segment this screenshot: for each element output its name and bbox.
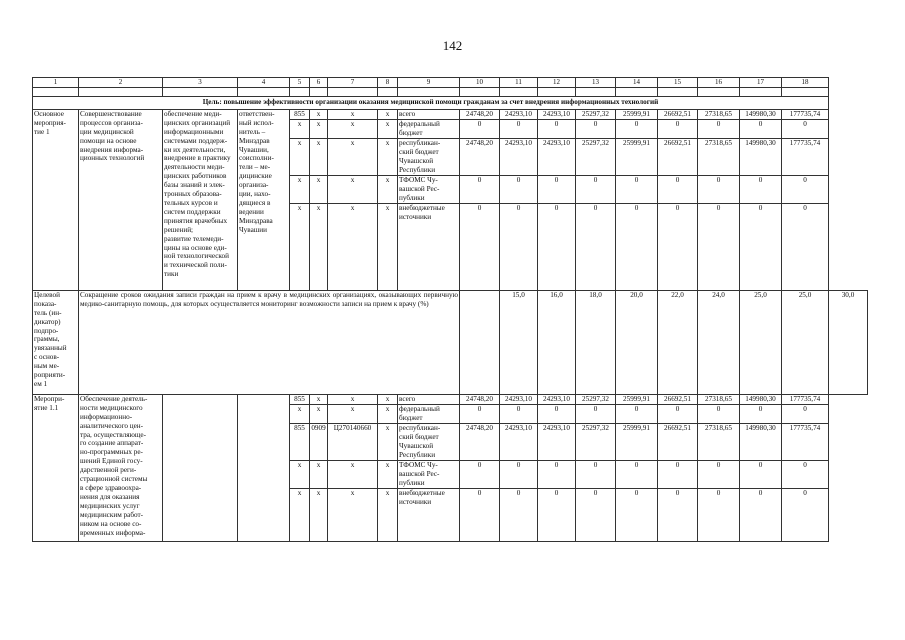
expense-type-code: x bbox=[378, 203, 398, 290]
funding-amount: 0 bbox=[782, 404, 829, 423]
target-indicator-text: Сокращение сроков ожидания записи граждан на прием к врачу в медицинских организациях, оказывающих первичную медико-санитарную помощь, для которых осуществляется мониторинг возможности записи на прием к врачу (%) bbox=[79, 290, 460, 394]
funding-amount: 24293,10 bbox=[538, 109, 576, 119]
funding-amount: 0 bbox=[658, 488, 698, 541]
expense-type-code: x bbox=[378, 138, 398, 175]
target-article-code: x bbox=[328, 203, 378, 290]
table-row bbox=[33, 290, 868, 394]
table-cell bbox=[460, 290, 500, 394]
indicator-value: 25,0 bbox=[782, 290, 829, 394]
funding-amount: 0 bbox=[782, 175, 829, 203]
table-cell bbox=[500, 87, 538, 96]
program-table bbox=[32, 77, 868, 542]
indicator-value: 20,0 bbox=[616, 290, 658, 394]
table-cell bbox=[576, 87, 616, 96]
table-cell bbox=[238, 87, 290, 96]
funding-amount: 149980,30 bbox=[740, 138, 782, 175]
funding-amount: 0 bbox=[698, 119, 740, 138]
table-cell bbox=[398, 87, 460, 96]
funding-amount: 25297,32 bbox=[576, 109, 616, 119]
funding-amount: 27318,65 bbox=[698, 394, 740, 404]
column-number: 17 bbox=[740, 78, 782, 88]
funding-amount: 0 bbox=[460, 175, 500, 203]
funding-amount: 0 bbox=[740, 175, 782, 203]
target-indicator-label: Целевой показа- тель (ин- дикатор) подпро- граммы, увязанный с основ- ным ме- роприяти- ем 1 bbox=[33, 290, 79, 394]
table-row bbox=[33, 394, 868, 404]
grbs-code: x bbox=[290, 119, 310, 138]
funding-amount: 0 bbox=[460, 203, 500, 290]
column-number: 7 bbox=[328, 78, 378, 88]
activity-code: Основное мероприя- тие 1 bbox=[33, 109, 79, 290]
page-number: 142 bbox=[442, 38, 463, 53]
funding-amount: 24748,20 bbox=[460, 423, 500, 460]
funding-amount: 0 bbox=[616, 175, 658, 203]
funding-amount: 24293,10 bbox=[500, 394, 538, 404]
funding-source: внебюджетные источники bbox=[398, 488, 460, 541]
funding-amount: 177735,74 bbox=[782, 109, 829, 119]
funding-amount: 0 bbox=[576, 488, 616, 541]
funding-amount: 0 bbox=[658, 175, 698, 203]
funding-amount: 0 bbox=[616, 119, 658, 138]
funding-amount: 25999,91 bbox=[616, 109, 658, 119]
table-cell bbox=[616, 87, 658, 96]
section-code: x bbox=[310, 119, 328, 138]
funding-amount: 24293,10 bbox=[500, 423, 538, 460]
column-number: 8 bbox=[378, 78, 398, 88]
funding-amount: 149980,30 bbox=[740, 109, 782, 119]
funding-amount: 0 bbox=[658, 119, 698, 138]
funding-amount: 0 bbox=[698, 488, 740, 541]
funding-amount: 0 bbox=[500, 404, 538, 423]
grbs-code: x bbox=[290, 203, 310, 290]
funding-amount: 0 bbox=[460, 460, 500, 488]
funding-amount: 25999,91 bbox=[616, 423, 658, 460]
funding-amount: 0 bbox=[538, 488, 576, 541]
target-article-code: x bbox=[328, 460, 378, 488]
indicator-value: 15,0 bbox=[500, 290, 538, 394]
funding-amount: 149980,30 bbox=[740, 423, 782, 460]
section-code: x bbox=[310, 488, 328, 541]
table-row bbox=[33, 96, 868, 109]
section-code: x bbox=[310, 175, 328, 203]
grbs-code: x bbox=[290, 404, 310, 423]
funding-amount: 0 bbox=[576, 203, 616, 290]
funding-amount: 24748,20 bbox=[460, 138, 500, 175]
funding-amount: 0 bbox=[740, 488, 782, 541]
funding-amount: 0 bbox=[740, 460, 782, 488]
expense-type-code: x bbox=[378, 488, 398, 541]
funding-amount: 0 bbox=[500, 460, 538, 488]
funding-amount: 0 bbox=[538, 175, 576, 203]
target-article-code: x bbox=[328, 119, 378, 138]
grbs-code: 855 bbox=[290, 109, 310, 119]
funding-amount: 0 bbox=[658, 460, 698, 488]
funding-amount: 24293,10 bbox=[538, 423, 576, 460]
funding-amount: 0 bbox=[460, 404, 500, 423]
target-article-code: x bbox=[328, 138, 378, 175]
indicator-value: 16,0 bbox=[538, 290, 576, 394]
table-cell bbox=[163, 87, 238, 96]
expense-type-code: x bbox=[378, 404, 398, 423]
column-number: 18 bbox=[782, 78, 829, 88]
funding-amount: 24748,20 bbox=[460, 109, 500, 119]
grbs-code: 855 bbox=[290, 423, 310, 460]
expense-type-code: x bbox=[378, 423, 398, 460]
section-code: 0909 bbox=[310, 423, 328, 460]
section-code: x bbox=[310, 109, 328, 119]
funding-amount: 24293,10 bbox=[500, 109, 538, 119]
funding-amount: 25297,32 bbox=[576, 423, 616, 460]
funding-amount: 149980,30 bbox=[740, 394, 782, 404]
grbs-code: x bbox=[290, 138, 310, 175]
column-number: 13 bbox=[576, 78, 616, 88]
table-cell bbox=[378, 87, 398, 96]
column-number: 12 bbox=[538, 78, 576, 88]
target-article-code: Ц270140660 bbox=[328, 423, 378, 460]
funding-amount: 26692,51 bbox=[658, 423, 698, 460]
funding-source: ТФОМС Чу- вашской Рес- публики bbox=[398, 460, 460, 488]
table-cell bbox=[79, 87, 163, 96]
funding-amount: 0 bbox=[576, 119, 616, 138]
funding-amount: 0 bbox=[658, 203, 698, 290]
column-number: 11 bbox=[500, 78, 538, 88]
table-cell bbox=[782, 87, 829, 96]
funding-amount: 0 bbox=[782, 203, 829, 290]
table-row bbox=[33, 87, 868, 96]
activity-title: Совершенствование процессов организа- ции медицинской помощи на основе внедрения информа- ционных технологий bbox=[79, 109, 163, 290]
funding-amount: 27318,65 bbox=[698, 423, 740, 460]
funding-amount: 26692,51 bbox=[658, 138, 698, 175]
grbs-code: x bbox=[290, 488, 310, 541]
table-cell bbox=[33, 87, 79, 96]
funding-amount: 0 bbox=[698, 203, 740, 290]
column-number: 2 bbox=[79, 78, 163, 88]
column-number: 3 bbox=[163, 78, 238, 88]
target-article-code: x bbox=[328, 109, 378, 119]
column-number: 15 bbox=[658, 78, 698, 88]
activity-description bbox=[163, 394, 238, 541]
funding-amount: 0 bbox=[616, 404, 658, 423]
funding-amount: 0 bbox=[538, 460, 576, 488]
funding-amount: 0 bbox=[500, 488, 538, 541]
funding-amount: 26692,51 bbox=[658, 394, 698, 404]
table-cell bbox=[328, 87, 378, 96]
funding-amount: 0 bbox=[460, 488, 500, 541]
column-number: 9 bbox=[398, 78, 460, 88]
funding-amount: 25999,91 bbox=[616, 138, 658, 175]
funding-amount: 0 bbox=[538, 203, 576, 290]
expense-type-code: x bbox=[378, 109, 398, 119]
funding-amount: 0 bbox=[538, 119, 576, 138]
funding-amount: 24293,10 bbox=[500, 138, 538, 175]
activity-executor: ответствен- ный испол- нитель – Минздрав Чувашии, соисполни- тели – ме- дицинские организа- ции, нахо- дящиеся в ведении Минздрава Чувашии bbox=[238, 109, 290, 290]
section-code: x bbox=[310, 138, 328, 175]
funding-amount: 0 bbox=[658, 404, 698, 423]
column-number: 14 bbox=[616, 78, 658, 88]
funding-source: республикан- ский бюджет Чувашской Республики bbox=[398, 423, 460, 460]
expense-type-code: x bbox=[378, 460, 398, 488]
funding-amount: 0 bbox=[740, 404, 782, 423]
funding-amount: 24293,10 bbox=[538, 138, 576, 175]
funding-source: ТФОМС Чу- вашской Рес- публики bbox=[398, 175, 460, 203]
grbs-code: 855 bbox=[290, 394, 310, 404]
indicator-value: 30,0 bbox=[829, 290, 868, 394]
grbs-code: x bbox=[290, 175, 310, 203]
section-code: x bbox=[310, 460, 328, 488]
activity-executor bbox=[238, 394, 290, 541]
funding-amount: 24293,10 bbox=[538, 394, 576, 404]
expense-type-code: x bbox=[378, 394, 398, 404]
funding-source: внебюджетные источники bbox=[398, 203, 460, 290]
column-number: 16 bbox=[698, 78, 740, 88]
funding-amount: 25999,91 bbox=[616, 394, 658, 404]
funding-amount: 0 bbox=[460, 119, 500, 138]
activity-title: Обеспечение деятель- ности медицинского информационно- аналитического цен- тра, осуществляюще- го создание аппарат- но-программных ре- шений Единой госу- дарственной реги- страционной системы в сфере здравоохра- нения для оказания медицинских услуг медицинским работ- ником на основе со- временных информа- bbox=[79, 394, 163, 541]
column-number: 5 bbox=[290, 78, 310, 88]
funding-amount: 0 bbox=[616, 488, 658, 541]
funding-amount: 0 bbox=[782, 460, 829, 488]
table-cell bbox=[658, 87, 698, 96]
funding-source: федеральный бюджет bbox=[398, 404, 460, 423]
activity-code: Меропри- ятие 1.1 bbox=[33, 394, 79, 541]
table-cell bbox=[740, 87, 782, 96]
funding-amount: 0 bbox=[698, 404, 740, 423]
target-article-code: x bbox=[328, 175, 378, 203]
column-number: 1 bbox=[33, 78, 79, 88]
funding-amount: 177735,74 bbox=[782, 138, 829, 175]
funding-amount: 0 bbox=[782, 488, 829, 541]
goal-heading: Цель: повышение эффективности организации оказания медицинской помощи гражданам за счет внедрения информационных технологий bbox=[33, 96, 829, 109]
funding-amount: 0 bbox=[576, 460, 616, 488]
indicator-value: 18,0 bbox=[576, 290, 616, 394]
funding-amount: 25297,32 bbox=[576, 394, 616, 404]
indicator-value: 24,0 bbox=[698, 290, 740, 394]
funding-source: республикан- ский бюджет Чувашской Республики bbox=[398, 138, 460, 175]
column-number: 6 bbox=[310, 78, 328, 88]
funding-amount: 0 bbox=[740, 203, 782, 290]
column-number: 4 bbox=[238, 78, 290, 88]
column-number: 10 bbox=[460, 78, 500, 88]
funding-amount: 0 bbox=[538, 404, 576, 423]
funding-amount: 177735,74 bbox=[782, 394, 829, 404]
indicator-value: 25,0 bbox=[740, 290, 782, 394]
section-code: x bbox=[310, 404, 328, 423]
funding-amount: 26692,51 bbox=[658, 109, 698, 119]
table-cell bbox=[290, 87, 310, 96]
expense-type-code: x bbox=[378, 175, 398, 203]
funding-source: всего bbox=[398, 109, 460, 119]
table-cell bbox=[460, 87, 500, 96]
funding-amount: 0 bbox=[500, 119, 538, 138]
grbs-code: x bbox=[290, 460, 310, 488]
table-row bbox=[33, 78, 868, 88]
funding-amount: 24748,20 bbox=[460, 394, 500, 404]
funding-amount: 0 bbox=[616, 203, 658, 290]
target-article-code: x bbox=[328, 404, 378, 423]
funding-source: всего bbox=[398, 394, 460, 404]
funding-amount: 0 bbox=[616, 460, 658, 488]
funding-amount: 0 bbox=[500, 175, 538, 203]
table-cell bbox=[698, 87, 740, 96]
funding-amount: 0 bbox=[782, 119, 829, 138]
expense-type-code: x bbox=[378, 119, 398, 138]
table-row bbox=[33, 109, 868, 119]
indicator-value: 22,0 bbox=[658, 290, 698, 394]
target-article-code: x bbox=[328, 488, 378, 541]
funding-amount: 0 bbox=[500, 203, 538, 290]
funding-source: федеральный бюджет bbox=[398, 119, 460, 138]
activity-description: обеспечение меди- цинских организаций информационными системами поддерж- ки их деятельности, внедрение в практику деятельности меди- цинских работников базы знаний и элек- тронных образова- тельных курсов и систем поддержки принятия врачебных решений; развитие телемеди- цины на основе еди- ной технологической и технической поли- тики bbox=[163, 109, 238, 290]
funding-amount: 177735,74 bbox=[782, 423, 829, 460]
funding-amount: 27318,65 bbox=[698, 109, 740, 119]
funding-amount: 25297,32 bbox=[576, 138, 616, 175]
section-code: x bbox=[310, 394, 328, 404]
table-cell bbox=[310, 87, 328, 96]
funding-amount: 0 bbox=[576, 175, 616, 203]
section-code: x bbox=[310, 203, 328, 290]
funding-amount: 0 bbox=[576, 404, 616, 423]
funding-amount: 0 bbox=[698, 460, 740, 488]
funding-amount: 0 bbox=[698, 175, 740, 203]
funding-amount: 27318,65 bbox=[698, 138, 740, 175]
target-article-code: x bbox=[328, 394, 378, 404]
table-cell bbox=[538, 87, 576, 96]
funding-amount: 0 bbox=[740, 119, 782, 138]
